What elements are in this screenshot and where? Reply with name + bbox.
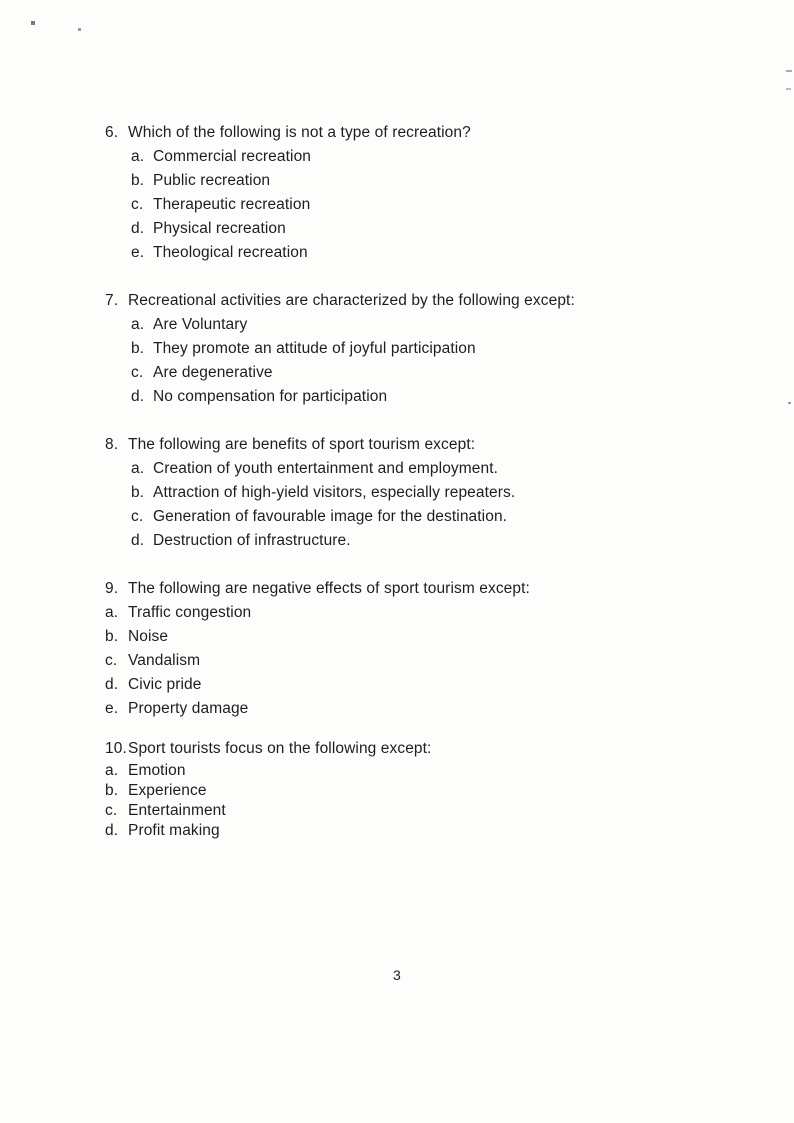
option-letter: c. xyxy=(105,652,118,669)
options-list xyxy=(105,601,754,721)
option-text: Attraction of high-yield visitors, especially repeaters. xyxy=(153,484,516,501)
question-6 xyxy=(105,121,754,265)
option-text: Creation of youth entertainment and employment. xyxy=(153,460,499,477)
option-letter: b. xyxy=(131,484,145,501)
scan-speck xyxy=(788,402,791,404)
option-letter: d. xyxy=(131,388,145,405)
option-text: No compensation for participation xyxy=(153,388,388,405)
option xyxy=(131,337,754,361)
option-text: Vandalism xyxy=(128,652,201,669)
options-list xyxy=(105,761,754,841)
option-text: Theological recreation xyxy=(153,244,308,261)
option-letter: a. xyxy=(131,460,145,477)
option-text: Commercial recreation xyxy=(153,148,312,165)
question-list xyxy=(105,121,754,865)
question-text: Recreational activities are characterized by the following except: xyxy=(128,292,575,309)
question-number: 10. xyxy=(105,740,127,757)
option-letter: b. xyxy=(131,340,145,357)
option xyxy=(105,673,754,697)
option xyxy=(105,601,754,625)
question-number: 9. xyxy=(105,580,119,597)
option-text: Experience xyxy=(128,782,207,799)
option-text: Destruction of infrastructure. xyxy=(153,532,351,549)
option xyxy=(105,781,754,801)
scan-speck xyxy=(786,70,792,72)
option-letter: a. xyxy=(105,604,119,621)
options-list xyxy=(131,313,754,409)
question-number: 6. xyxy=(105,124,119,141)
option-text: Generation of favourable image for the destination. xyxy=(153,508,508,525)
option-letter: d. xyxy=(105,822,119,839)
option-text: Profit making xyxy=(128,822,220,839)
option xyxy=(105,821,754,841)
option-letter: c. xyxy=(131,196,144,213)
option xyxy=(105,761,754,781)
option-letter: c. xyxy=(131,364,144,381)
option-letter: e. xyxy=(131,244,145,261)
option-letter: d. xyxy=(131,532,145,549)
option-letter: d. xyxy=(131,220,145,237)
option xyxy=(131,457,754,481)
options-list xyxy=(131,457,754,553)
question-line xyxy=(105,737,754,761)
question-7 xyxy=(105,289,754,409)
scan-speck xyxy=(78,28,81,31)
option-letter: b. xyxy=(131,172,145,189)
question-text: The following are benefits of sport tourism except: xyxy=(128,436,476,453)
question-text: The following are negative effects of sport tourism except: xyxy=(128,580,530,597)
option-text: Public recreation xyxy=(153,172,271,189)
option-letter: a. xyxy=(105,762,119,779)
option xyxy=(105,801,754,821)
option xyxy=(131,145,754,169)
question-number: 8. xyxy=(105,436,119,453)
page-number: 3 xyxy=(393,967,401,983)
question-text: Sport tourists focus on the following except: xyxy=(128,740,432,757)
option-text: Emotion xyxy=(128,762,186,779)
option-letter: c. xyxy=(105,802,118,819)
option xyxy=(131,313,754,337)
option xyxy=(131,361,754,385)
options-list xyxy=(131,145,754,265)
option-letter: a. xyxy=(131,148,145,165)
option-text: Traffic congestion xyxy=(128,604,252,621)
option xyxy=(131,241,754,265)
question-line xyxy=(105,577,754,601)
question-10 xyxy=(105,737,754,841)
option-letter: e. xyxy=(105,700,119,717)
option xyxy=(105,649,754,673)
option-text: Civic pride xyxy=(128,676,202,693)
option-text: Are Voluntary xyxy=(153,316,248,333)
option-text: Entertainment xyxy=(128,802,226,819)
option-letter: b. xyxy=(105,628,119,645)
question-line xyxy=(105,433,754,457)
scan-speck xyxy=(31,21,35,25)
option xyxy=(131,529,754,553)
option-text: They promote an attitude of joyful participation xyxy=(153,340,476,357)
option-text: Are degenerative xyxy=(153,364,273,381)
question-number: 7. xyxy=(105,292,119,309)
question-9 xyxy=(105,577,754,721)
option xyxy=(131,385,754,409)
option-letter: a. xyxy=(131,316,145,333)
option-text: Property damage xyxy=(128,700,249,717)
option xyxy=(131,481,754,505)
option xyxy=(131,217,754,241)
question-line xyxy=(105,121,754,145)
option-text: Therapeutic recreation xyxy=(153,196,311,213)
option xyxy=(105,625,754,649)
option xyxy=(131,505,754,529)
question-line xyxy=(105,289,754,313)
option xyxy=(131,169,754,193)
option-text: Physical recreation xyxy=(153,220,286,237)
scan-speck xyxy=(786,88,791,90)
option-letter: c. xyxy=(131,508,144,525)
option-letter: b. xyxy=(105,782,119,799)
question-text: Which of the following is not a type of recreation? xyxy=(128,124,471,141)
option-letter: d. xyxy=(105,676,119,693)
option xyxy=(105,697,754,721)
option-text: Noise xyxy=(128,628,169,645)
option xyxy=(131,193,754,217)
question-8 xyxy=(105,433,754,553)
